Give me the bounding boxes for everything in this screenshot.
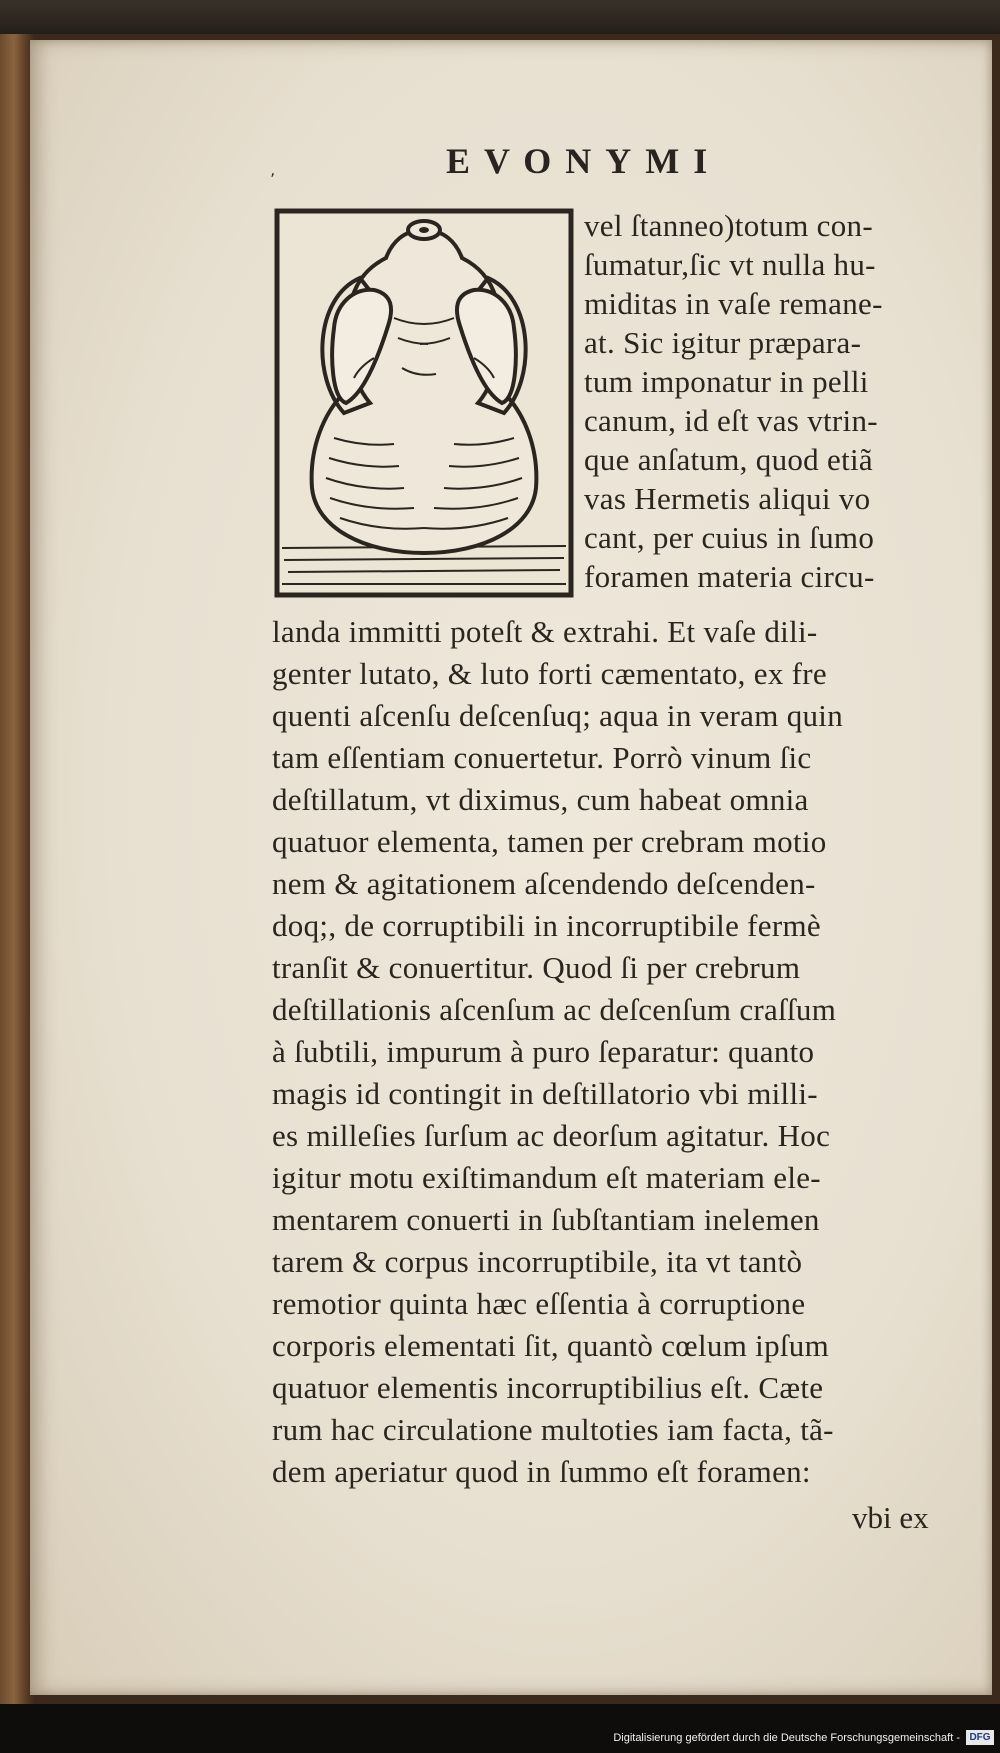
text-line: mentarem conuerti in ſubſtantiam inelemen [272, 1202, 820, 1237]
text-line: remotior quinta hæc eſſentia à corruptione [272, 1286, 806, 1321]
text-line: miditas in vaſe remane- [584, 286, 883, 321]
text-line: quatuor elementis incorruptibilius eſt. Cæte [272, 1370, 824, 1405]
text-line: vel ſtanneo)totum con- [584, 208, 873, 243]
digitization-credit: Digitalisierung gefördert durch die Deutsche Forschungsgemeinschaft - [613, 1732, 960, 1744]
text-line: quenti aſcenſu deſcenſuq; aqua in veram quin [272, 698, 844, 733]
text-line: tarem & corpus incorruptibile, ita vt tantò [272, 1244, 803, 1279]
text-line: quatuor elementa, tamen per crebram motio [272, 824, 827, 859]
text-line: canum, id eſt vas vtrin- [584, 403, 878, 438]
dfg-logo: DFG [966, 1730, 994, 1745]
text-line: deſtillatum, vt diximus, cum habeat omnia [272, 782, 809, 817]
text-line: que anſatum, quod etiã [584, 442, 873, 477]
text-line: corporis elementati ſit, quantò cœlum ipſum [272, 1328, 830, 1363]
text-line: cant, per cuius in ſumo [584, 520, 875, 555]
text-line: es milleſies ſurſum ac deorſum agitatur. Hoc [272, 1118, 831, 1153]
printer-mark: ʼ [270, 170, 276, 189]
text-line: doq;, de corruptibili in incorruptibile fermè [272, 908, 821, 943]
text-line: ſumatur,ſic vt nulla hu- [584, 247, 876, 282]
text-line: magis id contingit in deſtillatorio vbi milli- [272, 1076, 818, 1111]
footer-bar [0, 1704, 1000, 1753]
text-line: igitur motu exiſtimandum eſt materiam ele- [272, 1160, 821, 1195]
text-line: vas Hermetis aliqui vo [584, 481, 871, 516]
text-line: landa immitti poteſt & extrahi. Et vaſe dili- [272, 614, 818, 649]
text-line: genter lutato, & luto forti cæmentato, ex fre [272, 656, 827, 691]
text-line: at. Sic igitur præpara- [584, 325, 862, 360]
running-head: EVONYMI [446, 141, 722, 181]
text-line: tranſit & conuertitur. Quod ſi per crebrum [272, 950, 801, 985]
text-line: dem aperiatur quod in ſummo eſt foramen: [272, 1454, 811, 1489]
text-line: tam eſſentiam conuertetur. Porrò vinum ſic [272, 740, 812, 775]
pelican-vessel-woodcut [274, 208, 574, 598]
text-line: tum imponatur in pelli [584, 364, 869, 399]
text-line: foramen materia circu- [584, 559, 875, 594]
text-line: deſtillationis aſcenſum ac deſcenſum craſſum [272, 992, 837, 1027]
text-line: à ſubtili, impurum à puro ſeparatur: quanto [272, 1034, 815, 1069]
text-line: rum hac circulatione multoties iam facta, tã- [272, 1412, 834, 1447]
catchword: vbi ex [852, 1500, 929, 1535]
text-line: nem & agitationem aſcendendo deſcenden- [272, 866, 816, 901]
